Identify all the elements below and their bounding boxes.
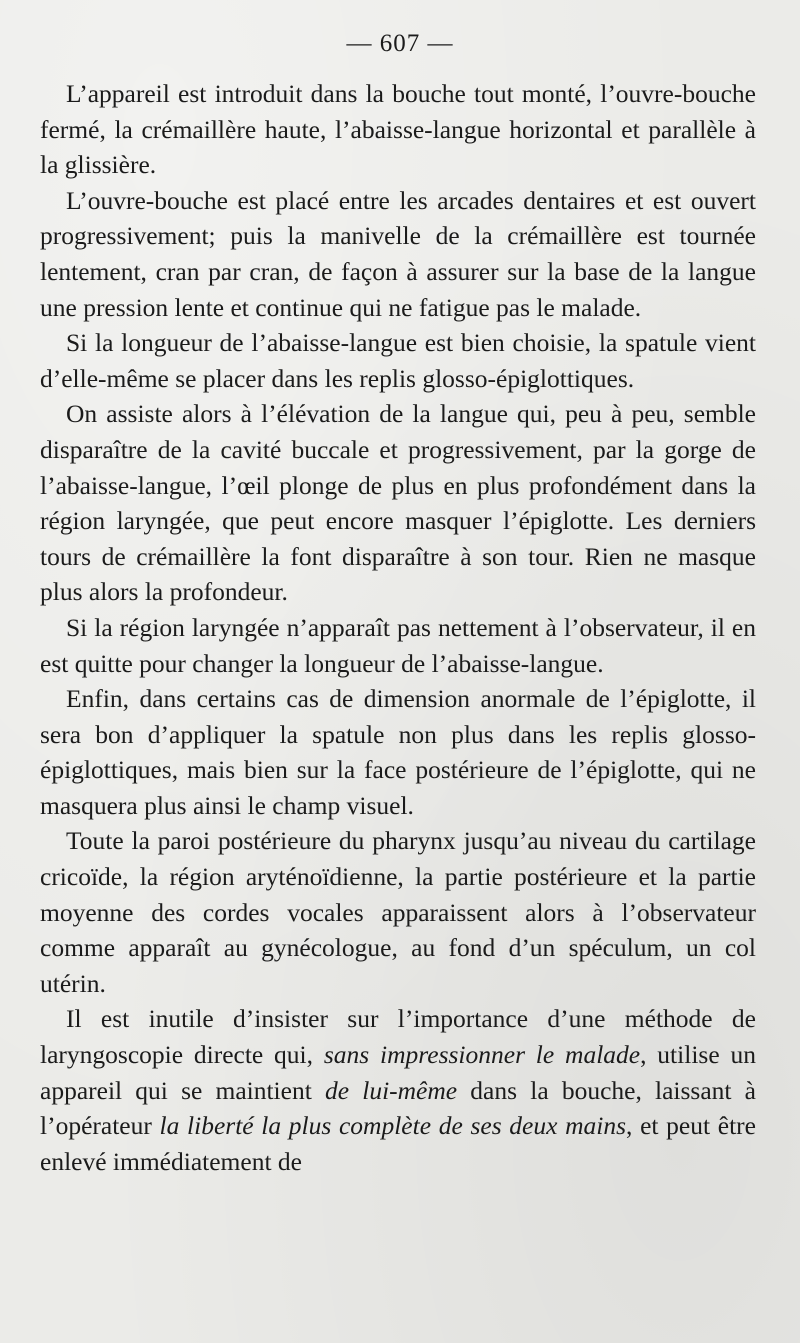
paragraph-8 — [40, 1001, 756, 1179]
paragraph-8-text-4: , et peut être enlevé immédiatement de — [40, 1111, 756, 1176]
paragraph-8-italic-3: la liberté la plus complète de ses deux mains — [159, 1111, 627, 1141]
paragraph-1: L’appareil est introduit dans la bouche tout monté, l’ouvre-bouche fermé, la crémaillère haute, l’abaisse-langue horizontal et parallèle à la glissière. — [40, 79, 756, 180]
page-number: — 607 — — [346, 30, 454, 57]
paragraph-3: Si la longueur de l’abaisse-langue est bien choisie, la spatule vient d’elle-même se placer dans les replis glosso-épiglottiques. — [40, 328, 756, 393]
paragraph-8-italic-1: sans impressionner le malade — [323, 1040, 641, 1070]
paragraph-7: Toute la paroi postérieure du pharynx jusqu’au niveau du cartilage cricoïde, la région aryténoïdienne, la partie postérieure et la partie moyenne des cordes vocales apparaissent alors à l’observateur comme apparaît au gynécologue, au fond d’un spéculum, un col utérin. — [40, 826, 756, 998]
paragraph-2: L’ouvre-bouche est placé entre les arcades dentaires et est ouvert progressivement; puis la manivelle de la crémaillère est tournée lentement, cran par cran, de façon à assurer sur la base de la langue une pression lente et continue qui ne fatigue pas le malade. — [40, 185, 756, 322]
body-text — [40, 76, 756, 1179]
paragraph-8-text-3: dans la bouche, laissant à l’opérateur — [40, 1075, 756, 1141]
paragraph-8-italic-2: de lui-même — [324, 1075, 458, 1105]
paragraph-8-text-1: Il est inutile d’insister sur l’importance d’une méthode de laryngoscopie directe qui, — [40, 1004, 756, 1070]
paragraph-4: On assiste alors à l’élévation de la langue qui, peu à peu, semble disparaître de la cavité buccale et progressivement, par la gorge de l’abaisse-langue, l’œil plonge de plus en plus profondément dans la région laryngée, que peut encore masquer l’épiglotte. Les derniers tours de crémaillère la font disparaître à son tour. Rien ne masque plus alors la profondeur. — [40, 399, 756, 607]
paragraph-8-text-2: , utilise un appareil qui se maintient — [40, 1040, 756, 1105]
paragraph-5: Si la région laryngée n’apparaît pas nettement à l’observateur, il en est quitte pour changer la longueur de l’abaisse-langue. — [40, 612, 756, 678]
paragraph-6: Enfin, dans certains cas de dimension anormale de l’épiglotte, il sera bon d’appliquer la spatule non plus dans les replis glosso-épiglottiques, mais bien sur la face postérieure de l’épiglotte, qui ne masquera plus ainsi le champ visuel. — [40, 684, 756, 820]
